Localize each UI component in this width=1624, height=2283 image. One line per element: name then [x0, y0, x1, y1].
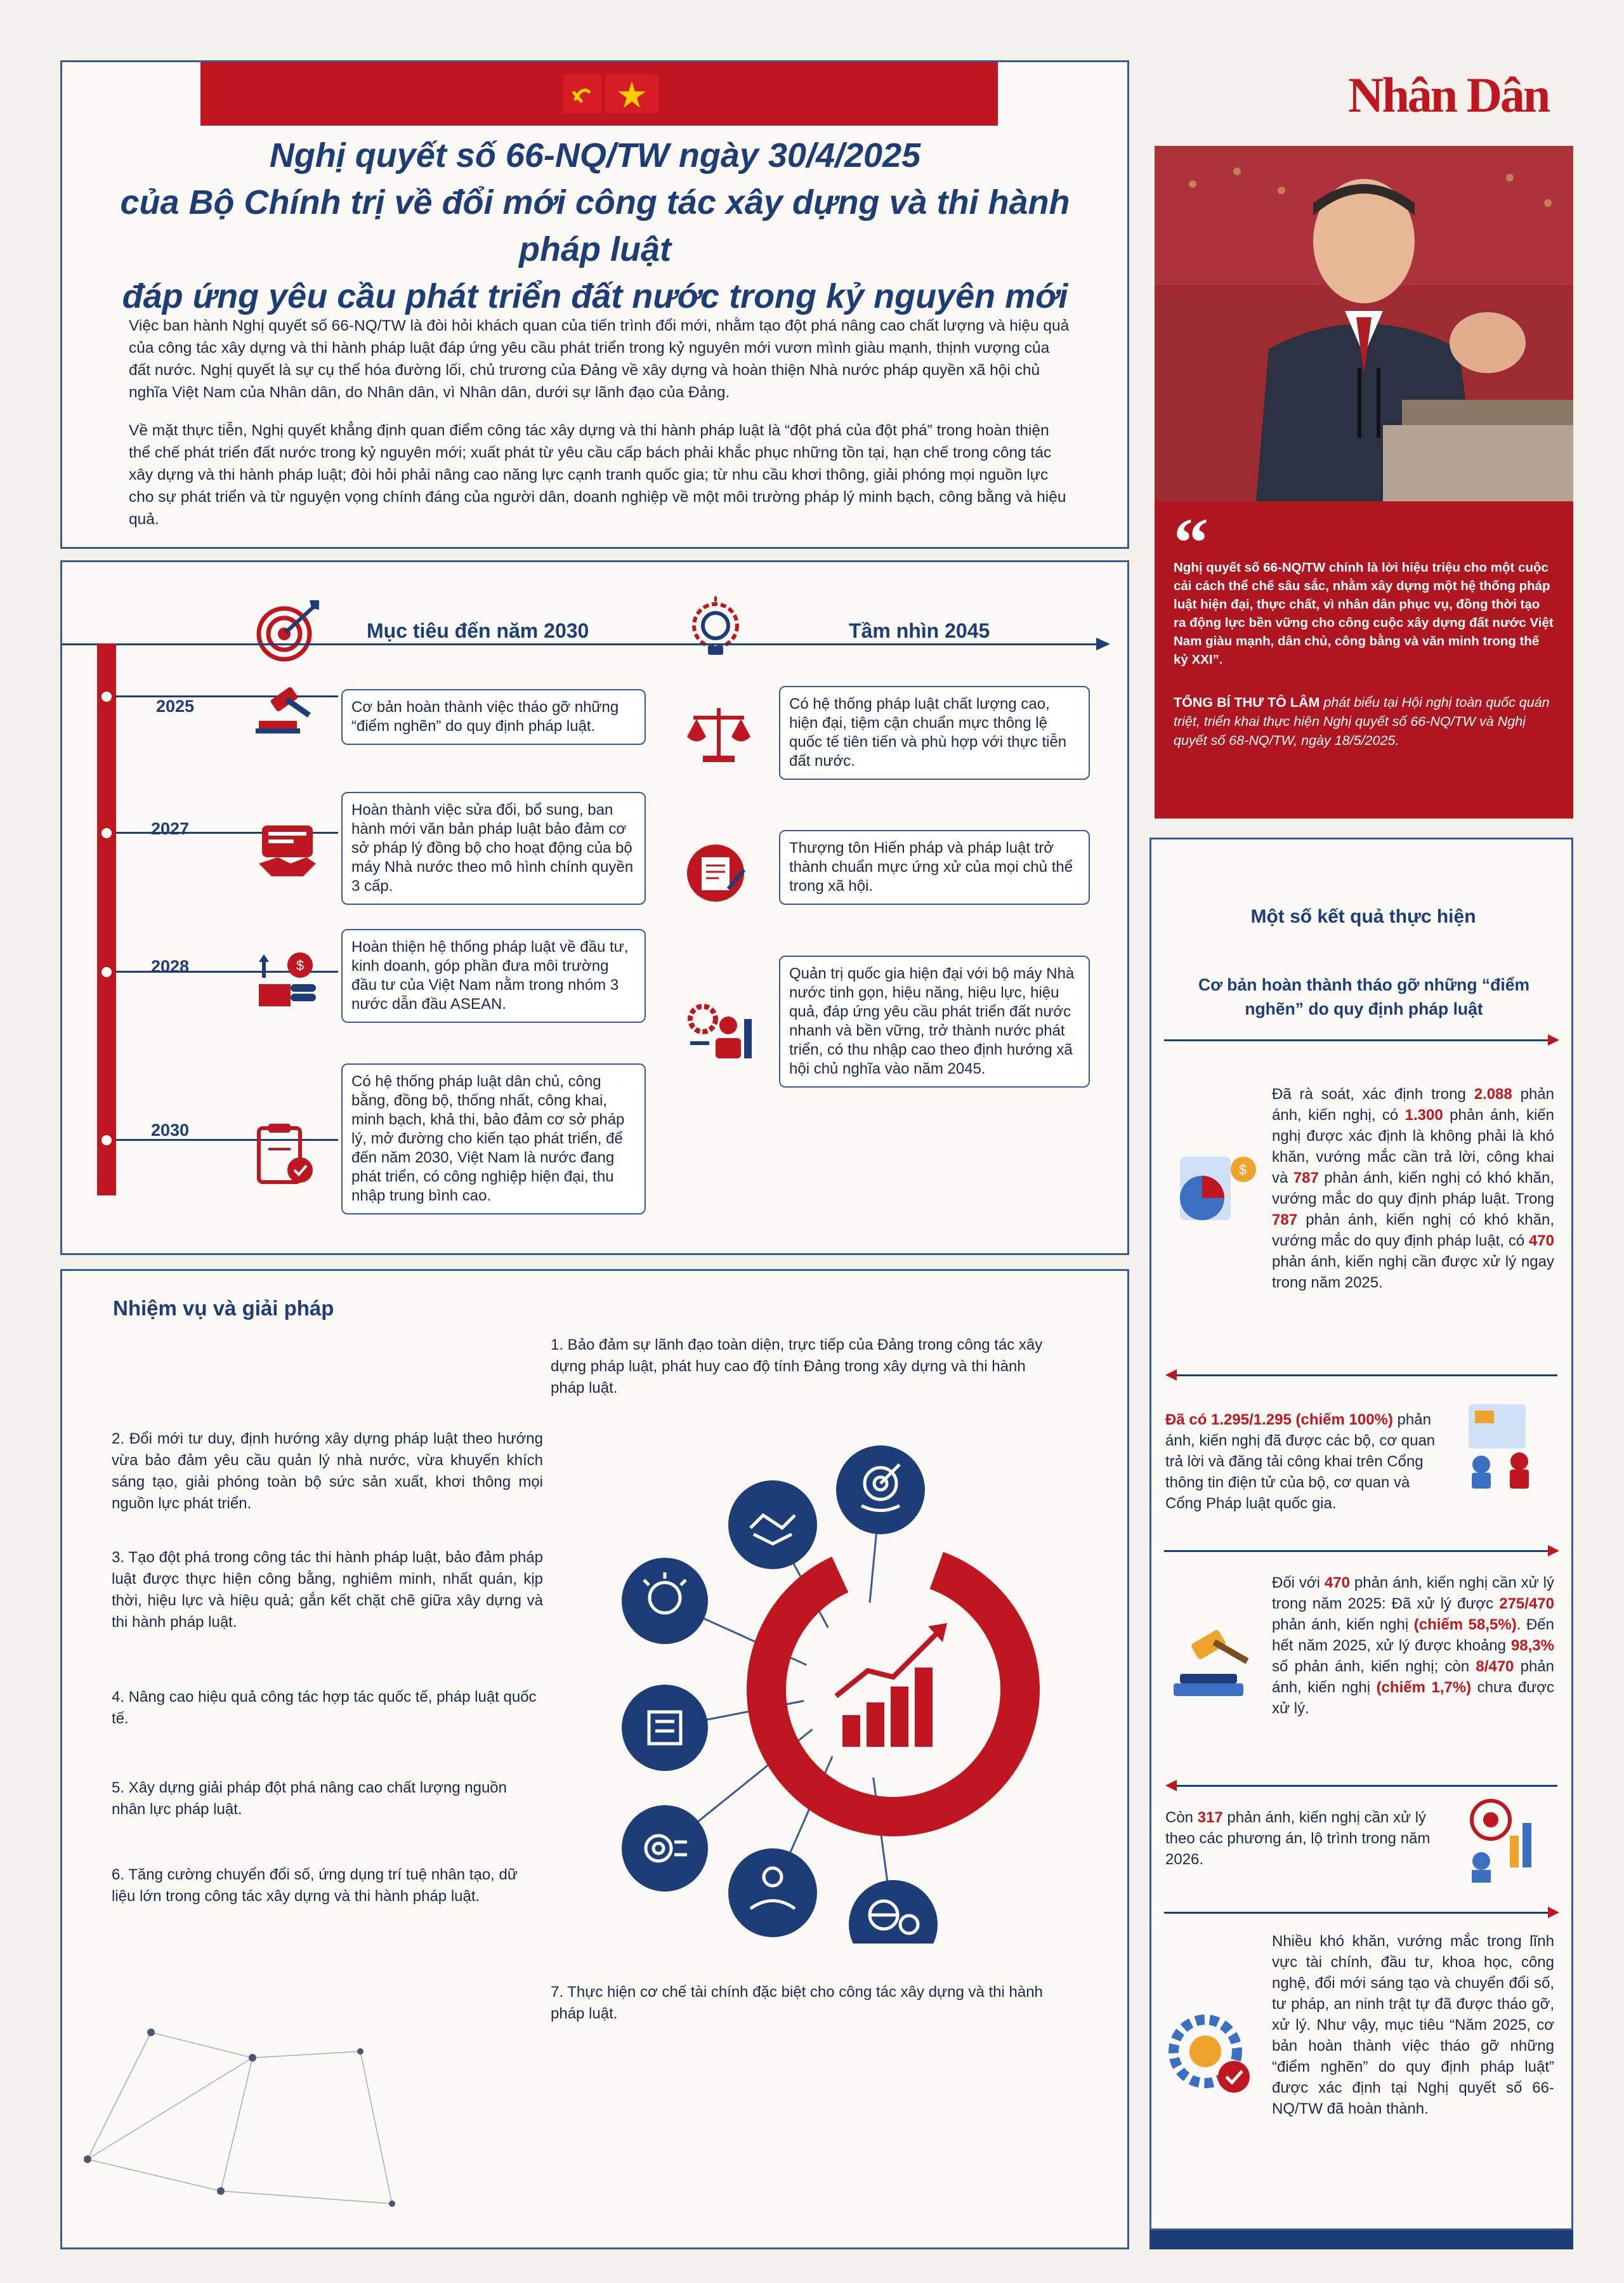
timeline-bar: [97, 643, 116, 1195]
goal-2025-box: Cơ bản hoàn thành việc tháo gỡ những “điểm nghẽn” do quy định pháp luật.: [341, 689, 646, 745]
task-item-4: 4. Nâng cao hiệu quả công tác hợp tác quốc tế, pháp luật quốc tế.: [112, 1688, 537, 1727]
quote-text: Nghị quyết số 66-NQ/TW chính là lời hiệu triệu cho một cuộc cải cách thể chế sâu sắc, nhằm xây dựng một hệ thống pháp luật hiện đại, thực chất, vì nhân dân phục vụ, đồng thời tạo ra động lực bền vững cho công cuộc xây dựng đất nước Việt Nam giàu mạnh, dân chủ, công bằng và văn minh trong thế kỷ XXI”.: [1174, 560, 1554, 667]
gear-check-icon: [1167, 2001, 1262, 2102]
task-item-6: 6. Tăng cường chuyển đổi số, ứng dụng trí tuệ nhân tạo, dữ liệu lớn trong công tác xây dựng và thi hành pháp luật.: [112, 1866, 518, 1905]
target-icon: [252, 597, 322, 667]
scales-icon: [684, 699, 754, 768]
year-2027: 2027: [151, 819, 190, 838]
timeline-panel: [60, 560, 1129, 1255]
task-item-1: 1. Bảo đảm sự lãnh đạo toàn diện, trực tiếp của Đảng trong công tác xây dựng pháp luật, phát huy cao độ tính Đảng trong xây dựng và thi hành pháp luật.: [551, 1336, 1043, 1397]
constitution-icon: [684, 841, 754, 905]
national-flag-icon: [605, 75, 658, 113]
tasks-heading: Nhiệm vụ và giải pháp: [113, 1296, 334, 1320]
law-book-icon: [252, 1121, 322, 1190]
header-panel: [60, 60, 1129, 549]
timeline-dot: [100, 965, 114, 979]
title-line-1: Nghị quyết số 66-NQ/TW ngày 30/4/2025: [269, 136, 921, 174]
task-item-5: 5. Xây dựng giải pháp đột phá nâng cao chất lượng nguồn nhân lực pháp luật.: [112, 1779, 508, 1818]
quote-speaker: TỔNG BÍ THƯ TÔ LÂM: [1174, 695, 1320, 710]
task-item-2: 2. Đổi mới tư duy, định hướng xây dựng pháp luật theo hướng vừa bảo đảm yêu cầu quản lý nhà nước, vừa khuyến khích sáng tạo, giải phóng toàn bộ sức sản xuất, khơi thông mọi nguồn lực phát triển.: [112, 1430, 543, 1512]
target-chart-icon: [1453, 1791, 1548, 1886]
result-1-text: Đã rà soát, xác định trong 2.088 phản ánh, kiến nghị, có 1.300 phản ánh, kiến nghị được xác định là không phải là khó khăn, vướng mắc cần trả lời, công khai và 787 phản ánh, kiến nghị có khó khăn, vướng mắc do quy định pháp luật. Trong 787 phản ánh, kiến nghị có khó khăn, vướng mắc do quy định pháp luật, có 470 phản ánh, kiến nghị cần được xử lý ngay trong năm 2025.: [1272, 1086, 1555, 1291]
task-item-3: 3. Tạo đột phá trong công tác thi hành pháp luật, bảo đảm pháp luật được thực hiện công bằng, nghiêm minh, nhất quán, kịp thời, hiệu lực và hiệu quả; gắn kết chặt chẽ giữa xây dựng và thi hành pháp luật.: [112, 1549, 543, 1631]
intro-paragraph-2: Về mặt thực tiễn, Nghị quyết khẳng định quan điểm công tác xây dựng và thi hành pháp luật là “đột phá của đột phá” trong hoàn thiện thể chế phát triển đất nước trong kỷ nguyên mới; xuất phát từ yêu cầu cấp bách phải khắc phục những tồn tại, hạn chế trong công tác xây dựng và thi hành pháp luật; đòi hỏi phải nâng cao năng lực cạnh tranh quốc gia; từ nhu cầu khơi thông, giải phóng mọi nguồn lực cho sự phát triển và từ nguyện vọng chính đáng của người dân, doanh nghiệp về một môi trường pháp lý minh bạch, công bằng và hiệu quả.: [129, 422, 1066, 528]
intro-paragraph-1: Việc ban hành Nghị quyết số 66-NQ/TW là đòi hỏi khách quan của tiến trình đổi mới, nhằm tạo đột phá nâng cao chất lượng và hiệu quả của công tác xây dựng và thi hành pháp luật đáp ứng yêu cầu phát triển trong kỷ nguyên mới vươn mình giàu mạnh, thịnh vượng của đất nước. Nghị quyết là sự cụ thể hóa đường lối, chủ trương của Đảng về xây dựng và hoàn thiện Nhà nước pháp quyền xã hội chủ nghĩa Việt Nam của Nhân dân, do Nhân dân, vì Nhân dân, dưới sự lãnh đạo của Đảng.: [129, 317, 1070, 401]
brand-logo: Nhân Dân: [1348, 67, 1549, 122]
quote-attribution: [1174, 693, 1554, 750]
gavel-icon: [252, 686, 322, 737]
divider-arrow: [1164, 1550, 1551, 1552]
quote-mark-icon: “: [1174, 504, 1208, 581]
result-3-text: Đối với 470 phản ánh, kiến nghị cần xử lý trong năm 2025: Đã xử lý được 275/470 phản ánh, kiến nghị (chiếm 58,5%). Đến hết năm 2025, xử lý được khoảng 98,3% số phản ánh, kiến nghị; còn 8/470 phản ánh, kiến nghị (chiếm 1,7%) chưa được xử lý.: [1272, 1574, 1555, 1717]
results-bottom-bar: [1149, 2230, 1573, 2249]
timeline-top-arrow: [62, 643, 1103, 645]
svg-text:$: $: [1239, 1162, 1247, 1178]
vision-box-1: Có hệ thống pháp luật chất lượng cao, hiện đại, tiệm cận chuẩn mực thông lệ quốc tế tiên tiến và phù hợp với thực tiễn đất nước.: [779, 686, 1090, 780]
goal-2030-box: Có hệ thống pháp luật dân chủ, công bằng, đồng bộ, thống nhất, công khai, minh bạch, khả thi, bảo đảm cơ sở pháp lý, mở đường cho kiến tạo phát triển, để đến năm 2030, Việt Nam là nước đang phát triển, có công nghiệp hiện đại, thu nhập trung bình cao.: [341, 1063, 646, 1214]
result-2-text: Đã có 1.295/1.295 (chiếm 100%) phản ánh, kiến nghị đã được các bộ, cơ quan trả lời và đăng tải công khai trên Cổng thông tin điện tử của bộ, cơ quan và Cổng Pháp luật quốc gia.: [1165, 1411, 1436, 1512]
year-2028: 2028: [151, 957, 190, 976]
year-2025: 2025: [156, 697, 195, 716]
timeline-dot: [100, 826, 114, 840]
goal-2028-box: Hoàn thiện hệ thống pháp luật về đầu tư, kinh doanh, góp phần đưa môi trường đầu tư của Việt Nam nằm trong nhóm 3 nước dẫn đầu ASEAN.: [341, 929, 646, 1023]
result-4-text: Còn 317 phản ánh, kiến nghị cần xử lý theo các phương án, lộ trình trong năm 2026.: [1165, 1809, 1431, 1868]
result-5-text: Nhiều khó khăn, vướng mắc trong lĩnh vực tài chính, đầu tư, khoa học, công nghệ, đổi mới sáng tạo và chuyển đổi số, tư pháp, an ninh trật tự đã được tháo gỡ, xử lý. Như vậy, mục tiêu “Năm 2025, cơ bản hoàn thành việc tháo gỡ những “điểm nghẽn” do quy định pháp luật” được xác định tại Nghị quyết số 66-NQ/TW đã hoàn thành.: [1272, 1933, 1554, 2117]
coins-icon: [252, 949, 322, 1013]
goal-2027-box: Hoàn thành việc sửa đổi, bổ sung, ban hành mới văn bản pháp luật bảo đảm cơ sở pháp lý đồng bộ cho hoạt động của bộ máy Nhà nước theo mô hình chính quyền 3 cấp.: [341, 792, 646, 905]
title-line-3: đáp ứng yêu cầu phát triển đất nước trong kỷ nguyên mới: [122, 277, 1068, 315]
results-subheading: Cơ bản hoàn thành tháo gỡ những “điểm nghẽn” do quy định pháp luật: [1198, 975, 1530, 1018]
party-flag-icon: [563, 75, 601, 113]
handshake-icon: [252, 813, 322, 883]
divider-arrow: [1164, 1912, 1551, 1914]
gear-people-icon: [684, 1000, 760, 1063]
divider-arrow: [1177, 1785, 1557, 1787]
vision-box-3: Quản trị quốc gia hiện đại với bộ máy Nhà nước tinh gọn, hiệu năng, hiệu lực, hiệu quả, đáp ứng yêu cầu phát triển đất nước nhanh và bền vững, trở thành nước phát triển, có thu nhập cao theo định hướng xã hội chủ nghĩa vào năm 2045.: [779, 956, 1090, 1088]
task-item-7: 7. Thực hiện cơ chế tài chính đặc biệt cho công tác xây dựng và thi hành pháp luật.: [551, 1984, 1043, 2022]
network-decoration: [62, 2001, 633, 2242]
meeting-icon: [1456, 1398, 1551, 1493]
goal-heading: Mục tiêu đến năm 2030: [367, 619, 589, 642]
results-heading: Một số kết quả thực hiện: [1250, 906, 1476, 927]
quote-box: [1155, 501, 1573, 819]
tasks-diagram: [563, 1404, 1096, 1944]
timeline-dot: [100, 1133, 114, 1147]
timeline-dot: [100, 690, 114, 704]
vision-box-2: Thượng tôn Hiến pháp và pháp luật trở thành chuẩn mực ứng xử của mọi chủ thể trong xã hội.: [779, 830, 1090, 905]
divider-arrow: [1164, 1039, 1551, 1041]
title-line-2: của Bộ Chính trị về đổi mới công tác xây dựng và thi hành pháp luật: [120, 183, 1070, 268]
tasks-panel: [60, 1269, 1129, 2249]
divider-arrow: [1177, 1374, 1557, 1376]
analytics-icon: [1167, 1150, 1262, 1239]
quote-context: phát biểu tại Hội nghị toàn quốc quán triệt, triển khai thực hiện Nghị quyết số 66-NQ/TW và Nghị quyết số 68-NQ/TW, ngày 18/5/2025.: [1174, 695, 1550, 748]
results-panel: [1149, 838, 1573, 2230]
vision-heading: Tầm nhìn 2045: [849, 619, 990, 642]
year-2030: 2030: [151, 1121, 190, 1140]
lightbulb-gear-icon: [681, 594, 750, 664]
leader-photo: [1155, 146, 1573, 501]
svg-text:$: $: [296, 957, 304, 973]
gavel-book-icon: [1167, 1620, 1262, 1715]
